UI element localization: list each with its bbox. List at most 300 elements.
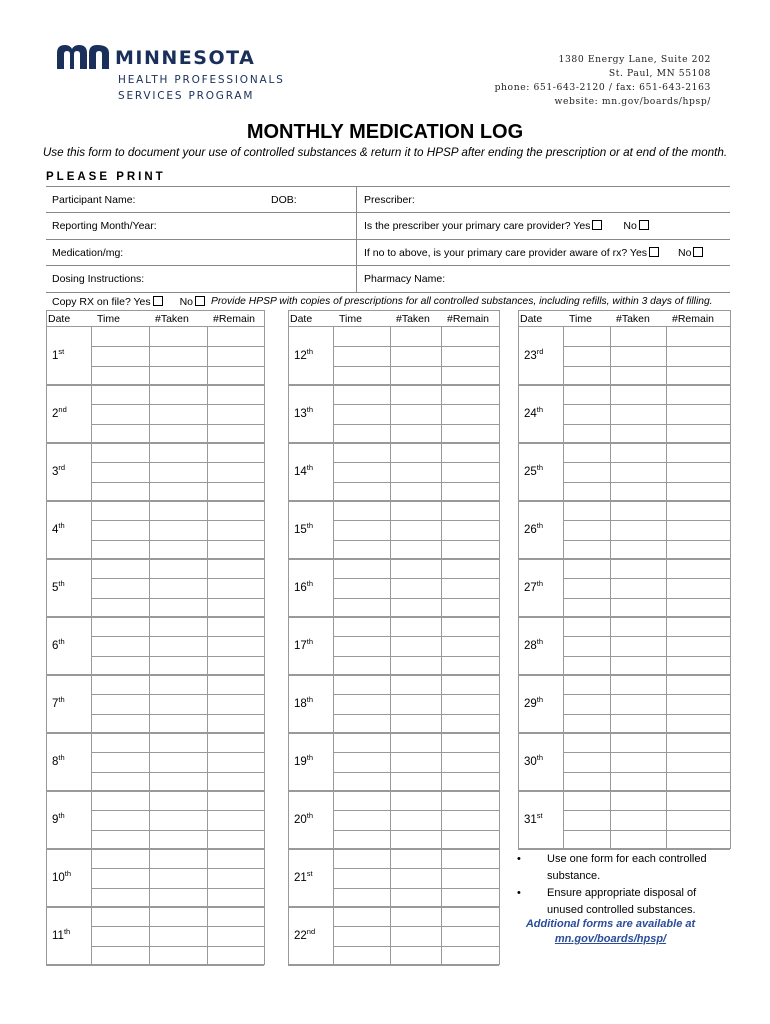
log-cell-time[interactable] bbox=[564, 773, 609, 790]
log-cell-remain[interactable] bbox=[442, 889, 498, 906]
log-cell-time[interactable] bbox=[92, 947, 148, 964]
log-cell-time[interactable] bbox=[92, 773, 148, 790]
log-cell-time[interactable] bbox=[564, 367, 609, 384]
log-cell-taken[interactable] bbox=[611, 328, 665, 345]
log-cell-remain[interactable] bbox=[667, 792, 729, 809]
log-cell-taken[interactable] bbox=[150, 463, 206, 480]
log-cell-time[interactable] bbox=[334, 676, 389, 693]
log-cell-remain[interactable] bbox=[442, 579, 498, 596]
log-cell-time[interactable] bbox=[564, 676, 609, 693]
log-cell-time[interactable] bbox=[92, 831, 148, 848]
log-cell-time[interactable] bbox=[92, 599, 148, 616]
log-cell-taken[interactable] bbox=[391, 521, 440, 538]
log-cell-taken[interactable] bbox=[611, 657, 665, 674]
log-cell-taken[interactable] bbox=[611, 831, 665, 848]
log-cell-time[interactable] bbox=[334, 560, 389, 577]
log-cell-time[interactable] bbox=[334, 618, 389, 635]
log-cell-remain[interactable] bbox=[442, 560, 498, 577]
log-cell-taken[interactable] bbox=[391, 386, 440, 403]
log-cell-time[interactable] bbox=[92, 328, 148, 345]
log-cell-remain[interactable] bbox=[667, 773, 729, 790]
log-cell-remain[interactable] bbox=[667, 463, 729, 480]
log-cell-remain[interactable] bbox=[208, 908, 263, 925]
log-cell-time[interactable] bbox=[92, 850, 148, 867]
log-cell-taken[interactable] bbox=[391, 695, 440, 712]
day-label bbox=[52, 579, 65, 594]
log-cell-taken[interactable] bbox=[611, 773, 665, 790]
log-cell-remain[interactable] bbox=[208, 541, 263, 558]
log-cell-remain[interactable] bbox=[208, 637, 263, 654]
log-cell-remain[interactable] bbox=[442, 328, 498, 345]
log-cell-taken[interactable] bbox=[150, 599, 206, 616]
log-cell-taken[interactable] bbox=[391, 541, 440, 558]
log-cell-remain[interactable] bbox=[208, 483, 263, 500]
log-cell-taken[interactable] bbox=[150, 869, 206, 886]
log-cell-taken[interactable] bbox=[150, 560, 206, 577]
log-cell-taken[interactable] bbox=[391, 579, 440, 596]
log-cell-remain[interactable] bbox=[442, 541, 498, 558]
log-cell-remain[interactable] bbox=[667, 502, 729, 519]
day-number: 4 bbox=[52, 523, 59, 536]
log-cell-time[interactable] bbox=[92, 792, 148, 809]
day-label bbox=[52, 637, 65, 652]
log-cell-remain[interactable] bbox=[208, 599, 263, 616]
log-cell-time[interactable] bbox=[334, 715, 389, 732]
log-cell-taken[interactable] bbox=[611, 521, 665, 538]
day-number: 17 bbox=[294, 639, 307, 652]
log-cell-taken[interactable] bbox=[391, 347, 440, 364]
log-cell-remain[interactable] bbox=[442, 347, 498, 364]
log-cell-time[interactable] bbox=[564, 386, 609, 403]
log-cell-taken[interactable] bbox=[150, 927, 206, 944]
log-cell-taken[interactable] bbox=[391, 947, 440, 964]
log-cell-remain[interactable] bbox=[667, 734, 729, 751]
log-cell-taken[interactable] bbox=[611, 715, 665, 732]
log-cell-taken[interactable] bbox=[150, 947, 206, 964]
log-cell-remain[interactable] bbox=[667, 367, 729, 384]
log-cell-remain[interactable] bbox=[667, 657, 729, 674]
log-cell-time[interactable] bbox=[334, 927, 389, 944]
log-cell-remain[interactable] bbox=[208, 869, 263, 886]
log-cell-time[interactable] bbox=[92, 483, 148, 500]
log-cell-time[interactable] bbox=[92, 927, 148, 944]
log-cell-time[interactable] bbox=[564, 695, 609, 712]
log-cell-remain[interactable] bbox=[442, 773, 498, 790]
log-cell-taken[interactable] bbox=[391, 792, 440, 809]
log-cell-time[interactable] bbox=[334, 831, 389, 848]
log-cell-taken[interactable] bbox=[611, 753, 665, 770]
log-cell-time[interactable] bbox=[92, 715, 148, 732]
log-cell-remain[interactable] bbox=[442, 831, 498, 848]
log-cell-time[interactable] bbox=[564, 637, 609, 654]
log-cell-remain[interactable] bbox=[208, 889, 263, 906]
log-cell-remain[interactable] bbox=[208, 386, 263, 403]
log-cell-remain[interactable] bbox=[667, 753, 729, 770]
log-cell-remain[interactable] bbox=[667, 831, 729, 848]
log-cell-taken[interactable] bbox=[611, 444, 665, 461]
log-cell-time[interactable] bbox=[564, 560, 609, 577]
log-cell-taken[interactable] bbox=[391, 483, 440, 500]
pcp-no-checkbox[interactable] bbox=[639, 220, 649, 230]
log-cell-taken[interactable] bbox=[611, 734, 665, 751]
log-cell-remain[interactable] bbox=[208, 579, 263, 596]
log-cell-time[interactable] bbox=[334, 599, 389, 616]
log-cell-time[interactable] bbox=[334, 869, 389, 886]
log-cell-time[interactable] bbox=[564, 579, 609, 596]
note-bullet-2 bbox=[517, 885, 717, 919]
log-cell-remain[interactable] bbox=[667, 541, 729, 558]
log-cell-time[interactable] bbox=[564, 792, 609, 809]
log-cell-time[interactable] bbox=[334, 483, 389, 500]
log-cell-taken[interactable] bbox=[391, 773, 440, 790]
log-cell-remain[interactable] bbox=[667, 347, 729, 364]
log-cell-remain[interactable] bbox=[208, 831, 263, 848]
log-cell-remain[interactable] bbox=[208, 425, 263, 442]
log-cell-remain[interactable] bbox=[442, 695, 498, 712]
log-cell-taken[interactable] bbox=[611, 463, 665, 480]
log-cell-taken[interactable] bbox=[391, 811, 440, 828]
log-cell-time[interactable] bbox=[334, 386, 389, 403]
log-cell-remain[interactable] bbox=[442, 927, 498, 944]
log-cell-time[interactable] bbox=[334, 657, 389, 674]
log-cell-time[interactable] bbox=[564, 405, 609, 422]
log-cell-taken[interactable] bbox=[391, 676, 440, 693]
log-cell-taken[interactable] bbox=[391, 753, 440, 770]
log-cell-time[interactable] bbox=[334, 444, 389, 461]
log-cell-remain[interactable] bbox=[442, 425, 498, 442]
aware-yes-checkbox[interactable] bbox=[649, 247, 659, 257]
log-cell-time[interactable] bbox=[564, 715, 609, 732]
log-cell-taken[interactable] bbox=[391, 560, 440, 577]
log-cell-remain[interactable] bbox=[208, 347, 263, 364]
log-cell-time[interactable] bbox=[564, 599, 609, 616]
copy-rx-yes-checkbox[interactable] bbox=[153, 296, 163, 306]
log-cell-remain[interactable] bbox=[442, 734, 498, 751]
log-cell-time[interactable] bbox=[92, 425, 148, 442]
log-cell-time[interactable] bbox=[92, 347, 148, 364]
log-cell-taken[interactable] bbox=[391, 657, 440, 674]
log-cell-time[interactable] bbox=[92, 386, 148, 403]
column-header-taken: #Taken bbox=[616, 313, 650, 325]
log-cell-remain[interactable] bbox=[442, 947, 498, 964]
log-cell-time[interactable] bbox=[334, 889, 389, 906]
log-cell-taken[interactable] bbox=[611, 347, 665, 364]
log-cell-taken[interactable] bbox=[150, 444, 206, 461]
log-cell-taken[interactable] bbox=[150, 386, 206, 403]
log-cell-taken[interactable] bbox=[611, 811, 665, 828]
day-suffix: th bbox=[306, 811, 314, 820]
log-cell-remain[interactable] bbox=[208, 521, 263, 538]
log-cell-remain[interactable] bbox=[667, 579, 729, 596]
log-cell-taken[interactable] bbox=[391, 850, 440, 867]
log-cell-time[interactable] bbox=[92, 541, 148, 558]
log-cell-taken[interactable] bbox=[391, 328, 440, 345]
log-cell-time[interactable] bbox=[564, 541, 609, 558]
log-cell-time[interactable] bbox=[334, 347, 389, 364]
log-cell-time[interactable] bbox=[334, 405, 389, 422]
log-cell-time[interactable] bbox=[564, 657, 609, 674]
log-cell-remain[interactable] bbox=[208, 695, 263, 712]
log-cell-taken[interactable] bbox=[150, 425, 206, 442]
log-cell-remain[interactable] bbox=[442, 637, 498, 654]
log-cell-taken[interactable] bbox=[150, 657, 206, 674]
log-cell-remain[interactable] bbox=[442, 444, 498, 461]
day-label bbox=[52, 463, 65, 478]
log-cell-time[interactable] bbox=[564, 521, 609, 538]
log-cell-taken[interactable] bbox=[611, 695, 665, 712]
log-cell-time[interactable] bbox=[92, 560, 148, 577]
copy-rx-no-checkbox[interactable] bbox=[195, 296, 205, 306]
log-cell-remain[interactable] bbox=[667, 560, 729, 577]
log-cell-time[interactable] bbox=[92, 889, 148, 906]
aware-no-checkbox[interactable] bbox=[693, 247, 703, 257]
log-cell-remain[interactable] bbox=[442, 908, 498, 925]
log-cell-taken[interactable] bbox=[150, 328, 206, 345]
log-cell-remain[interactable] bbox=[208, 927, 263, 944]
log-cell-time[interactable] bbox=[564, 618, 609, 635]
log-cell-remain[interactable] bbox=[442, 850, 498, 867]
log-cell-taken[interactable] bbox=[150, 734, 206, 751]
day-suffix: th bbox=[306, 405, 314, 414]
log-cell-taken[interactable] bbox=[150, 367, 206, 384]
log-cell-time[interactable] bbox=[334, 734, 389, 751]
log-cell-remain[interactable] bbox=[208, 657, 263, 674]
log-cell-time[interactable] bbox=[564, 734, 609, 751]
log-cell-time[interactable] bbox=[92, 811, 148, 828]
log-cell-taken[interactable] bbox=[391, 734, 440, 751]
log-cell-taken[interactable] bbox=[391, 463, 440, 480]
log-cell-time[interactable] bbox=[334, 541, 389, 558]
log-cell-remain[interactable] bbox=[208, 676, 263, 693]
log-cell-time[interactable] bbox=[334, 579, 389, 596]
log-cell-remain[interactable] bbox=[442, 811, 498, 828]
log-cell-taken[interactable] bbox=[611, 367, 665, 384]
log-cell-time[interactable] bbox=[564, 347, 609, 364]
log-cell-remain[interactable] bbox=[208, 811, 263, 828]
log-cell-remain[interactable] bbox=[208, 753, 263, 770]
log-cell-remain[interactable] bbox=[208, 463, 263, 480]
log-cell-remain[interactable] bbox=[667, 483, 729, 500]
log-cell-remain[interactable] bbox=[667, 676, 729, 693]
log-cell-remain[interactable] bbox=[667, 695, 729, 712]
log-cell-time[interactable] bbox=[564, 444, 609, 461]
log-cell-remain[interactable] bbox=[442, 869, 498, 886]
log-cell-taken[interactable] bbox=[391, 637, 440, 654]
log-cell-remain[interactable] bbox=[442, 405, 498, 422]
log-cell-time[interactable] bbox=[334, 947, 389, 964]
log-cell-time[interactable] bbox=[92, 521, 148, 538]
log-cell-remain[interactable] bbox=[667, 618, 729, 635]
log-cell-taken[interactable] bbox=[391, 405, 440, 422]
log-cell-taken[interactable] bbox=[611, 599, 665, 616]
log-cell-time[interactable] bbox=[334, 811, 389, 828]
log-cell-time[interactable] bbox=[564, 463, 609, 480]
log-cell-remain[interactable] bbox=[442, 618, 498, 635]
log-cell-time[interactable] bbox=[564, 502, 609, 519]
pcp-yes-checkbox[interactable] bbox=[592, 220, 602, 230]
log-cell-taken[interactable] bbox=[150, 753, 206, 770]
log-cell-taken[interactable] bbox=[150, 502, 206, 519]
log-cell-time[interactable] bbox=[92, 657, 148, 674]
log-cell-taken[interactable] bbox=[391, 908, 440, 925]
log-cell-time[interactable] bbox=[92, 367, 148, 384]
log-cell-taken[interactable] bbox=[611, 483, 665, 500]
log-cell-time[interactable] bbox=[564, 753, 609, 770]
log-cell-remain[interactable] bbox=[667, 715, 729, 732]
log-cell-taken[interactable] bbox=[611, 579, 665, 596]
log-cell-time[interactable] bbox=[564, 328, 609, 345]
log-cell-remain[interactable] bbox=[442, 792, 498, 809]
log-cell-time[interactable] bbox=[334, 695, 389, 712]
log-cell-taken[interactable] bbox=[150, 483, 206, 500]
log-cell-time[interactable] bbox=[92, 734, 148, 751]
log-cell-time[interactable] bbox=[92, 463, 148, 480]
log-cell-time[interactable] bbox=[334, 328, 389, 345]
log-cell-taken[interactable] bbox=[391, 444, 440, 461]
log-cell-remain[interactable] bbox=[442, 502, 498, 519]
log-cell-taken[interactable] bbox=[150, 676, 206, 693]
log-cell-taken[interactable] bbox=[391, 831, 440, 848]
day-suffix: th bbox=[58, 695, 65, 704]
website-link[interactable]: mn.gov/boards/hpsp/ bbox=[554, 933, 667, 945]
log-cell-remain[interactable] bbox=[442, 483, 498, 500]
log-cell-taken[interactable] bbox=[391, 715, 440, 732]
log-cell-taken[interactable] bbox=[611, 541, 665, 558]
log-cell-taken[interactable] bbox=[150, 405, 206, 422]
log-cell-time[interactable] bbox=[92, 676, 148, 693]
log-cell-taken[interactable] bbox=[391, 599, 440, 616]
log-cell-remain[interactable] bbox=[208, 560, 263, 577]
log-cell-remain[interactable] bbox=[208, 405, 263, 422]
log-cell-remain[interactable] bbox=[442, 367, 498, 384]
log-cell-taken[interactable] bbox=[150, 715, 206, 732]
day-number: 28 bbox=[524, 639, 537, 652]
log-cell-remain[interactable] bbox=[442, 676, 498, 693]
log-cell-remain[interactable] bbox=[442, 753, 498, 770]
log-cell-taken[interactable] bbox=[391, 367, 440, 384]
log-cell-taken[interactable] bbox=[611, 502, 665, 519]
log-cell-remain[interactable] bbox=[667, 328, 729, 345]
log-cell-taken[interactable] bbox=[391, 869, 440, 886]
log-cell-remain[interactable] bbox=[667, 521, 729, 538]
log-cell-time[interactable] bbox=[334, 502, 389, 519]
log-cell-taken[interactable] bbox=[611, 618, 665, 635]
log-cell-remain[interactable] bbox=[667, 425, 729, 442]
log-cell-time[interactable] bbox=[92, 695, 148, 712]
log-cell-time[interactable] bbox=[92, 502, 148, 519]
log-cell-remain[interactable] bbox=[442, 715, 498, 732]
log-cell-remain[interactable] bbox=[208, 850, 263, 867]
log-cell-taken[interactable] bbox=[391, 502, 440, 519]
log-cell-taken[interactable] bbox=[150, 637, 206, 654]
log-cell-taken[interactable] bbox=[150, 618, 206, 635]
log-cell-time[interactable] bbox=[92, 618, 148, 635]
day-number: 1 bbox=[52, 349, 59, 362]
log-cell-taken[interactable] bbox=[150, 889, 206, 906]
log-cell-time[interactable] bbox=[334, 792, 389, 809]
log-cell-taken[interactable] bbox=[150, 773, 206, 790]
log-cell-taken[interactable] bbox=[150, 579, 206, 596]
log-cell-taken[interactable] bbox=[391, 618, 440, 635]
log-cell-taken[interactable] bbox=[150, 792, 206, 809]
log-cell-taken[interactable] bbox=[611, 637, 665, 654]
log-cell-remain[interactable] bbox=[208, 328, 263, 345]
log-cell-taken[interactable] bbox=[150, 831, 206, 848]
log-cell-taken[interactable] bbox=[611, 425, 665, 442]
log-cell-remain[interactable] bbox=[208, 502, 263, 519]
log-cell-time[interactable] bbox=[334, 753, 389, 770]
log-cell-time[interactable] bbox=[92, 444, 148, 461]
log-cell-taken[interactable] bbox=[611, 386, 665, 403]
log-cell-time[interactable] bbox=[92, 405, 148, 422]
log-cell-remain[interactable] bbox=[667, 637, 729, 654]
log-cell-time[interactable] bbox=[334, 850, 389, 867]
log-cell-remain[interactable] bbox=[208, 715, 263, 732]
log-cell-remain[interactable] bbox=[667, 811, 729, 828]
log-cell-time[interactable] bbox=[92, 908, 148, 925]
log-cell-taken[interactable] bbox=[611, 405, 665, 422]
log-cell-remain[interactable] bbox=[442, 599, 498, 616]
log-cell-taken[interactable] bbox=[611, 792, 665, 809]
log-cell-taken[interactable] bbox=[150, 521, 206, 538]
log-cell-remain[interactable] bbox=[442, 521, 498, 538]
log-cell-remain[interactable] bbox=[208, 367, 263, 384]
log-cell-time[interactable] bbox=[564, 483, 609, 500]
log-cell-remain[interactable] bbox=[208, 773, 263, 790]
log-cell-remain[interactable] bbox=[208, 618, 263, 635]
log-cell-time[interactable] bbox=[334, 425, 389, 442]
log-cell-time[interactable] bbox=[92, 579, 148, 596]
log-cell-time[interactable] bbox=[564, 811, 609, 828]
day-suffix: th bbox=[536, 637, 544, 646]
log-cell-taken[interactable] bbox=[391, 889, 440, 906]
log-cell-remain[interactable] bbox=[667, 405, 729, 422]
log-cell-taken[interactable] bbox=[150, 850, 206, 867]
log-cell-taken[interactable] bbox=[391, 425, 440, 442]
log-cell-time[interactable] bbox=[334, 773, 389, 790]
log-cell-taken[interactable] bbox=[611, 560, 665, 577]
log-cell-time[interactable] bbox=[334, 367, 389, 384]
log-cell-time[interactable] bbox=[334, 521, 389, 538]
log-cell-taken[interactable] bbox=[150, 541, 206, 558]
log-cell-time[interactable] bbox=[334, 463, 389, 480]
log-cell-remain[interactable] bbox=[208, 947, 263, 964]
day-number: 10 bbox=[52, 871, 65, 884]
log-cell-time[interactable] bbox=[334, 637, 389, 654]
log-cell-taken[interactable] bbox=[150, 908, 206, 925]
log-cell-taken[interactable] bbox=[150, 347, 206, 364]
log-cell-taken[interactable] bbox=[611, 676, 665, 693]
log-cell-remain[interactable] bbox=[208, 444, 263, 461]
log-cell-remain[interactable] bbox=[667, 444, 729, 461]
log-cell-remain[interactable] bbox=[442, 386, 498, 403]
log-cell-taken[interactable] bbox=[150, 695, 206, 712]
log-cell-remain[interactable] bbox=[442, 463, 498, 480]
log-cell-remain[interactable] bbox=[208, 734, 263, 751]
log-cell-remain[interactable] bbox=[208, 792, 263, 809]
log-cell-time[interactable] bbox=[564, 425, 609, 442]
log-cell-remain[interactable] bbox=[442, 657, 498, 674]
log-cell-remain[interactable] bbox=[667, 386, 729, 403]
log-cell-time[interactable] bbox=[92, 869, 148, 886]
log-cell-time[interactable] bbox=[334, 908, 389, 925]
log-cell-taken[interactable] bbox=[150, 811, 206, 828]
log-cell-taken[interactable] bbox=[391, 927, 440, 944]
log-cell-remain[interactable] bbox=[667, 599, 729, 616]
log-cell-time[interactable] bbox=[92, 753, 148, 770]
log-cell-time[interactable] bbox=[564, 831, 609, 848]
log-cell-time[interactable] bbox=[92, 637, 148, 654]
